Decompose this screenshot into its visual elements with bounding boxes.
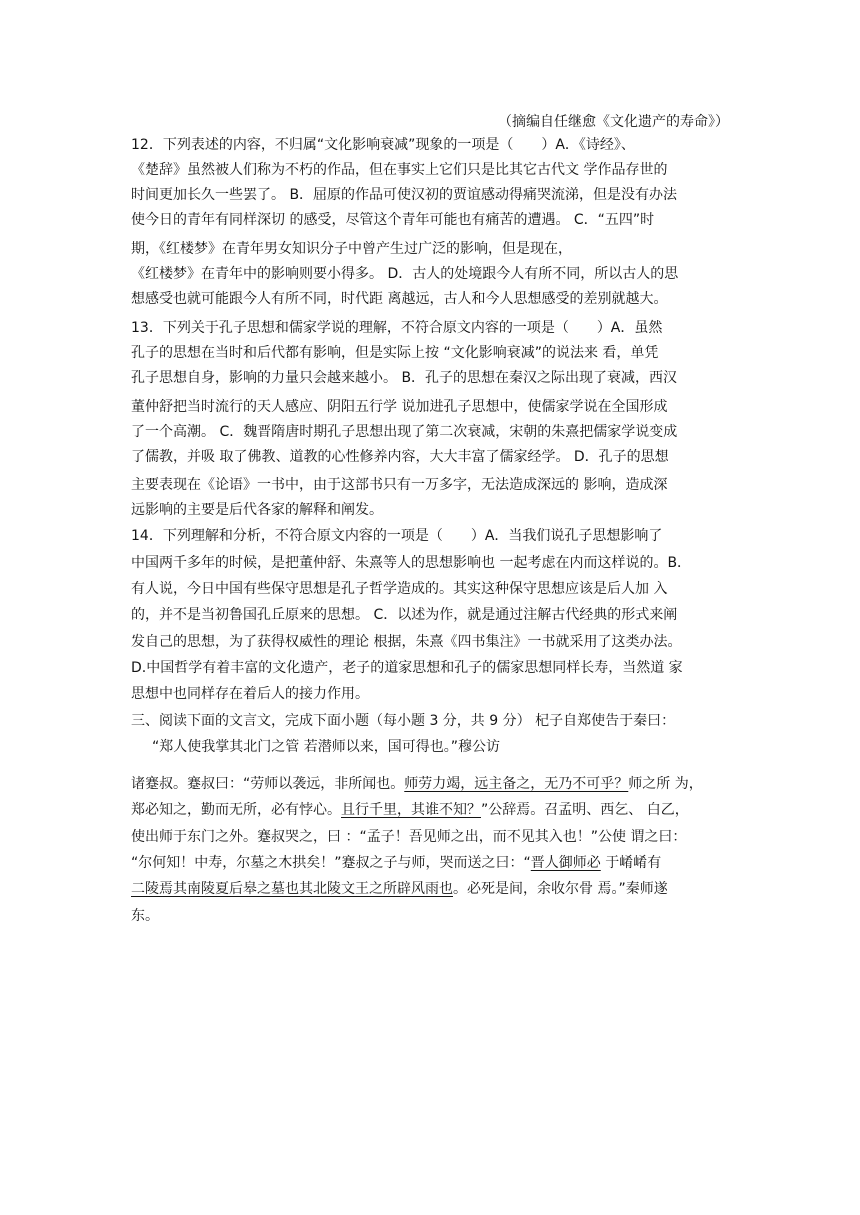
- text-line: 董仲舒把当时流行的天人感应、阴阳五行学 说加进孔子思想中，使儒家学说在全国形成: [131, 399, 668, 415]
- text-line: 中国两千多年的时候，是把董仲舒、朱熹等人的思想影响也 一起考虑在内而这样说的。B．: [131, 555, 692, 571]
- text-line: 《红楼梦》在青年中的影响则要小得多。 D．古人的处境跟今人有所不同，所以古人的思: [131, 266, 679, 282]
- text-line: 孔子的思想在当时和后代都有影响，但是实际上按 “文化影响衰减”的说法来 看，单凭: [131, 345, 659, 361]
- passage-line: 郑必知之，勤而无所，必有悖心。且行千里，其谁不知？”公辞焉。召孟明、西乞、 白乙，: [131, 802, 689, 818]
- source-citation: （摘编自任继愈《文化遗产的寿命》）: [498, 114, 729, 130]
- text-line: 有人说，今日中国有些保守思想是孔子哲学造成的。其实这种保守思想应该是后人加 入: [131, 581, 668, 597]
- text-line: D.中国哲学有着丰富的文化遗产，老子的道家思想和孔子的儒家思想同样长寿，当然道 家: [131, 660, 683, 676]
- text-line: 孔子思想自身，影响的力量只会越来越小。 B．孔子的思想在秦汉之际出现了衰减，西汉: [131, 370, 678, 386]
- text-line: 远影响的主要是后代各家的解释和阐发。: [131, 502, 383, 518]
- text-line: 主要表现在《论语》一书中，由于这部书只有一万多字，无法造成深远的 影响，造成深: [131, 477, 668, 493]
- passage-line: 东。: [131, 908, 159, 924]
- text-line: 14．下列理解和分析，不符合原文内容的一项是（ ）A．当我们说孔子思想影响了: [131, 528, 663, 544]
- text-line: 12．下列表述的内容，不归属“文化影响衰减”现象的一项是（ ）A．《诗经》、: [131, 137, 635, 153]
- passage-line: “郑人使我掌其北门之管 若潜师以来，国可得也。”穆公访: [152, 739, 500, 755]
- text-line: 13．下列关于孔子思想和儒家学说的理解，不符合原文内容的一项是（ ）A．虽然: [131, 320, 663, 336]
- section-heading: 三、阅读下面的文言文，完成下面小题（每小题 3 分，共 9 分） 杞子自郑使告于秦曰：: [131, 713, 676, 729]
- text-line: 了儒教，并吸 取了佛教、道教的心性修养内容，大大丰富了儒家经学。 D．孔子的思想: [131, 449, 669, 465]
- underlined-sentence: 且行千里，其谁不知？: [341, 802, 481, 818]
- text-line: 《楚辞》虽然被人们称为不朽的作品，但在事实上它们只是比其它古代文 学作品存世的: [131, 162, 668, 178]
- text-line: 的，并不是当初鲁国孔丘原来的思想。 C．以述为作，就是通过注解古代经典的形式来阐: [131, 607, 678, 623]
- text-line: 发自己的思想，为了获得权威性的理论 根据，朱熹《四书集注》一书就采用了这类办法。: [131, 634, 682, 650]
- text-line: 时间更加长久一些罢了。 B．屈原的作品可使汉初的贾谊感动得痛哭流涕，但是没有办法: [131, 187, 678, 203]
- text-line: 了一个高潮。 C．魏晋隋唐时期孔子思想出现了第二次衰减，宋朝的朱熹把儒家学说变成: [131, 424, 678, 440]
- underlined-sentence: 师劳力竭，远主备之，无乃不可乎？: [404, 776, 629, 792]
- text-line: 想感受也就可能跟今人有所不同，时代距 离越远，古人和今人思想感受的差别就越大。: [131, 291, 668, 307]
- text-line: 使今日的青年有同样深切 的感受，尽管这个青年可能也有痛苦的遭遇。 C．“五四”时: [131, 212, 655, 228]
- underlined-sentence: 二陵焉其南陵夏后皋之墓也其北陵文王之所辟风雨也: [131, 881, 453, 897]
- passage-line: 二陵焉其南陵夏后皋之墓也其北陵文王之所辟风雨也。必死是间，余收尔骨 焉。”秦师遂: [131, 881, 668, 897]
- passage-line: 使出师于东门之外。蹇叔哭之，曰 ：“孟子！吾见师之出，而不见其入也！”公使 谓之曰：: [131, 829, 687, 845]
- text-line: 期，《红楼梦》在青年男女知识分子中曾产生过广泛的影响，但是现在，: [131, 241, 572, 257]
- passage-line: 诸蹇叔。蹇叔曰：“劳师以袭远，非所闻也。师劳力竭，远主备之，无乃不可乎？师之所 为，: [131, 776, 703, 792]
- text-line: 思想中也同样存在着后人的接力作用。: [131, 686, 369, 702]
- passage-line: “尔何知！中寿，尔墓之木拱矣！”蹇叔之子与师，哭而送之曰：“晋人御师必 于崤崤有: [131, 855, 662, 871]
- underlined-sentence: 晋人御师必: [530, 855, 601, 871]
